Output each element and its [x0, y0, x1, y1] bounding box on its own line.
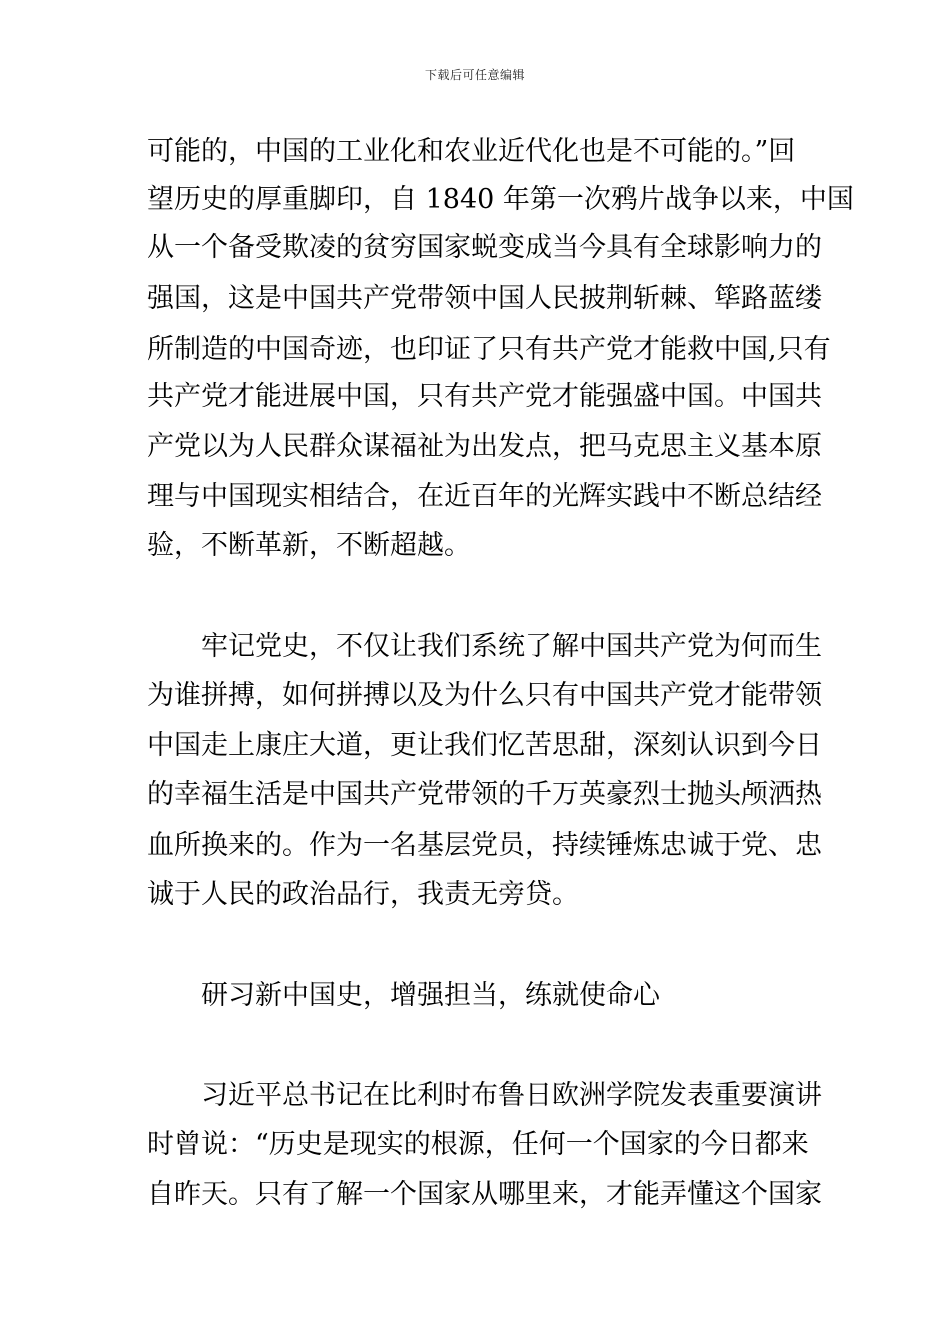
- text-line: 可能的，中国的工业化和农业近代化也是不可能的。”回: [147, 136, 796, 167]
- text-line: 所制造的中国奇迹，也印证了只有共产党才能救中国,只有: [147, 334, 831, 365]
- text-line: 为谁拼搏，如何拼搏以及为什么只有中国共产党才能带领: [147, 680, 822, 711]
- text-line: 诚于人民的政治品行，我责无旁贷。: [147, 879, 579, 910]
- text-line: 自昨天。只有了解一个国家从哪里来，才能弄懂这个国家: [147, 1179, 822, 1210]
- text-line: 的幸福生活是中国共产党带领的千万英豪烈士抛头颅洒热: [147, 779, 822, 810]
- text-line: 验，不断革新，不断超越。: [147, 530, 471, 561]
- section-heading: 研习新中国史，增强担当，练就使命心: [147, 980, 660, 1011]
- page-header: 下载后可任意编辑: [424, 68, 525, 82]
- text-line: 牢记党史，不仅让我们系统了解中国共产党为何而生: [147, 631, 822, 662]
- text-line: 从一个备受欺凌的贫穷国家蜕变成当今具有全球影响力的: [147, 232, 822, 263]
- text-line: 强国，这是中国共产党带领中国人民披荆斩棘、筚路蓝缕: [147, 283, 822, 314]
- text-line: 中国走上康庄大道，更让我们忆苦思甜，深刻认识到今日: [147, 730, 822, 761]
- text-line: 产党以为人民群众谋福祉为出发点，把马克思主义基本原: [147, 431, 822, 462]
- text-line: 血所换来的。作为一名基层党员，持续锤炼忠诚于党、忠: [147, 830, 822, 861]
- text-line: 望历史的厚重脚印，自 1840 年第一次鸦片战争以来，中国: [147, 184, 854, 215]
- text-line: 习近平总书记在比利时布鲁日欧洲学院发表重要演讲: [147, 1080, 822, 1111]
- text-line: 时曾说：“历史是现实的根源，任何一个国家的今日都来: [147, 1129, 809, 1160]
- text-line: 理与中国现实相结合，在近百年的光辉实践中不断总结经: [147, 481, 822, 512]
- text-line: 共产党才能进展中国，只有共产党才能强盛中国。中国共: [147, 381, 822, 412]
